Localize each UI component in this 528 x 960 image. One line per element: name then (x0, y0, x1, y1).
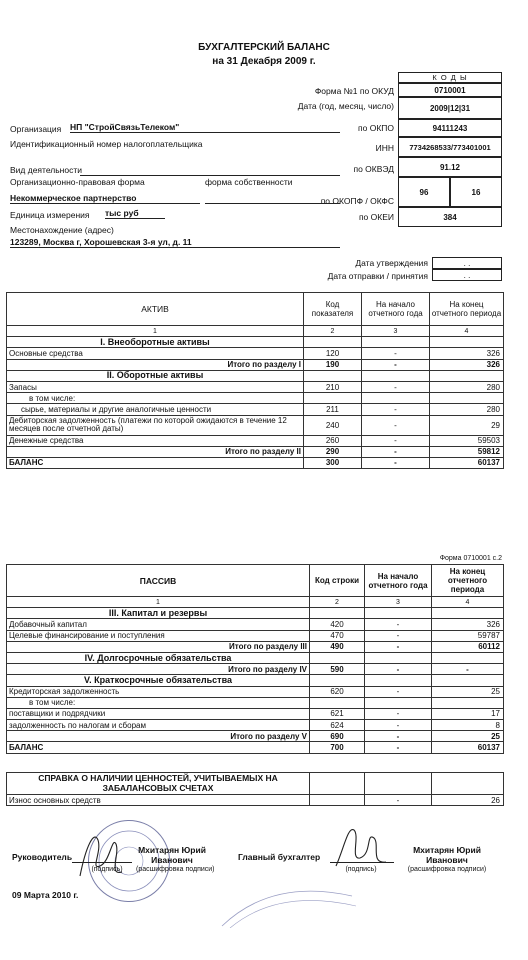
row-name: поставщики и подрядчики (7, 708, 310, 719)
row-end: 25 (432, 731, 504, 742)
chief-name: Мхитарян Юрий Иванович (413, 845, 481, 865)
address-label: Местонахождение (адрес) (10, 225, 114, 235)
section-title: I. Внеоборотные активы (7, 337, 304, 348)
row-start: - (365, 708, 432, 719)
row-start: - (365, 641, 432, 652)
page2-note: Форма 0710001 с.2 (439, 555, 502, 562)
okei-label: по ОКЕИ (358, 212, 394, 222)
liability-table (6, 564, 504, 754)
balance-row (7, 742, 504, 753)
row-name: Основные средства (7, 348, 304, 359)
asset-table (6, 292, 504, 469)
asset-header-row (7, 293, 504, 326)
row-start: - (362, 446, 430, 457)
row-code: 290 (304, 446, 362, 457)
asset-col-name: АКТИВ (7, 293, 304, 326)
table-row (7, 795, 504, 806)
row-name: Итого по разделу I (7, 359, 304, 370)
row-code: 470 (310, 630, 365, 641)
row-start: - (365, 619, 432, 630)
total-row (7, 731, 504, 742)
row-code: 620 (310, 686, 365, 697)
head-label: Руководитель (12, 852, 73, 862)
row-end: 60112 (432, 641, 504, 652)
row-name: Денежные средства (7, 435, 304, 446)
row-end: 17 (432, 708, 504, 719)
row-name: Итого по разделу II (7, 446, 304, 457)
row-start: - (362, 348, 430, 359)
liability-header-row (7, 565, 504, 597)
document-date: на 31 Декабря 2009 г. (212, 56, 316, 67)
okpo-value: 94111243 (398, 119, 502, 137)
row-code: 420 (310, 619, 365, 630)
offbalance-header-row (7, 773, 504, 795)
index-cell: 2 (304, 326, 362, 337)
row-start: - (362, 435, 430, 446)
row-end: 326 (430, 348, 504, 359)
table-row (7, 697, 504, 708)
table-row (7, 393, 504, 404)
row-end: 8 (432, 720, 504, 731)
sent-label: Дата отправки / принятия (327, 271, 428, 281)
section-title: II. Оборотные активы (7, 370, 304, 381)
table-row (7, 435, 504, 446)
okopf-value: 96 (398, 177, 450, 207)
total-row (7, 641, 504, 652)
activity-line (80, 165, 340, 176)
okved-label: по ОКВЭД (353, 164, 394, 174)
okei-value: 384 (398, 207, 502, 227)
legal-form-value: Некоммерческое партнерство (10, 193, 200, 204)
row-code: 621 (310, 708, 365, 719)
section-title: III. Капитал и резервы (7, 608, 310, 619)
row-start: - (365, 664, 432, 675)
row-start: - (362, 381, 430, 392)
asset-col-code: Код показателя (304, 293, 362, 326)
activity-label: Вид деятельности (10, 165, 82, 175)
date-value: 2009|12|31 (398, 97, 502, 119)
row-code: 624 (310, 720, 365, 731)
date-label: Дата (год, месяц, число) (297, 101, 394, 111)
asset-index-row (7, 326, 504, 337)
section-title: IV. Долгосрочные обязательства (7, 652, 310, 663)
row-start: - (365, 686, 432, 697)
row-name: БАЛАНС (7, 742, 310, 753)
chief-decode-hint: (расшифровка подписи) (407, 866, 487, 873)
row-end: 60137 (430, 457, 504, 468)
row-name: в том числе: (7, 697, 310, 708)
row-end: - (432, 664, 504, 675)
head-name: Мхитарян Юрий Иванович (138, 845, 206, 865)
total-row (7, 664, 504, 675)
row-start: - (365, 731, 432, 742)
head-sign-hint: (подпись) (91, 866, 123, 873)
section-header-row (7, 337, 504, 348)
row-code: 590 (310, 664, 365, 675)
org-name: НП "СтройСвязьТелеком" (70, 122, 340, 133)
row-name: в том числе: (7, 393, 304, 404)
row-end: 29 (430, 415, 504, 435)
approve-value: . . (432, 257, 502, 269)
row-end: 280 (430, 404, 504, 415)
unit-label: Единица измерения (10, 210, 90, 220)
row-code: 240 (304, 415, 362, 435)
row-end: 59812 (430, 446, 504, 457)
ownership-line (205, 193, 340, 204)
row-name: Дебиторская задолженность (платежи по которой ожидаются в течение 12 месяцев после отчетной даты) (7, 415, 304, 435)
head-decode-hint: (расшифровка подписи) (136, 866, 215, 873)
index-cell: 1 (7, 326, 304, 337)
index-cell: 3 (362, 326, 430, 337)
ownership-label: форма собственности (205, 177, 293, 187)
okopf-label: по ОКОПФ / ОКФС (320, 196, 394, 206)
section-header-row (7, 652, 504, 663)
table-row (7, 708, 504, 719)
row-name: Целевые финансирование и поступления (7, 630, 310, 641)
chief-label: Главный бухгалтер (238, 852, 321, 862)
codes-header: К О Д Ы (398, 72, 502, 83)
unit-value: тыс руб (105, 208, 165, 219)
asset-col-start: На начало отчетного года (362, 293, 430, 326)
index-cell: 2 (310, 597, 365, 608)
row-end: 25 (432, 686, 504, 697)
liab-index-row (7, 597, 504, 608)
liab-col-name: ПАССИВ (7, 565, 310, 597)
okud-label: Форма №1 по ОКУД (314, 86, 394, 96)
sign-date: 09 Марта 2010 г. (12, 890, 79, 900)
table-row (7, 404, 504, 415)
row-start: - (365, 720, 432, 731)
row-start: - (362, 404, 430, 415)
approve-label: Дата утверждения (355, 258, 428, 268)
row-name: Добавочный капитал (7, 619, 310, 630)
row-code: 120 (304, 348, 362, 359)
index-cell: 1 (7, 597, 310, 608)
row-end: 326 (432, 619, 504, 630)
row-start: - (362, 359, 430, 370)
row-end: 59503 (430, 435, 504, 446)
table-row (7, 720, 504, 731)
row-code: 260 (304, 435, 362, 446)
table-row (7, 415, 504, 435)
row-start: - (365, 795, 432, 806)
row-name: Итого по разделу III (7, 641, 310, 652)
row-name: Итого по разделу V (7, 731, 310, 742)
row-code: 190 (304, 359, 362, 370)
liab-col-start: На начало отчетного года (365, 565, 432, 597)
row-name: Износ основных средств (7, 795, 310, 806)
row-start: - (365, 630, 432, 641)
row-name: задолженность по налогам и сборам (7, 720, 310, 731)
row-start: - (362, 457, 430, 468)
balance-row (7, 457, 504, 468)
okved-value: 91.12 (398, 157, 502, 177)
liab-col-code: Код строки (310, 565, 365, 597)
row-code: 490 (310, 641, 365, 652)
row-name: Итого по разделу IV (7, 664, 310, 675)
offbalance-table (6, 772, 504, 806)
section-title: V. Краткосрочные обязательства (7, 675, 310, 686)
row-name: Запасы (7, 381, 304, 392)
table-row (7, 381, 504, 392)
index-cell: 4 (432, 597, 504, 608)
row-code: 210 (304, 381, 362, 392)
table-row (7, 619, 504, 630)
index-cell: 4 (430, 326, 504, 337)
address-value: 123289, Москва г, Хорошевская 3-я ул, д. 11 (10, 237, 340, 248)
inn-code-label: ИНН (375, 143, 394, 153)
okud-value: 0710001 (398, 83, 502, 97)
okpo-label: по ОКПО (358, 123, 394, 133)
asset-col-end: На конец отчетного периода (430, 293, 504, 326)
total-row (7, 446, 504, 457)
inn-label: Идентификационный номер налогоплательщика (10, 139, 203, 149)
row-start: - (365, 742, 432, 753)
row-end: 59787 (432, 630, 504, 641)
row-name: БАЛАНС (7, 457, 304, 468)
head-signature-icon (72, 826, 132, 888)
row-name: Кредиторская задолженность (7, 686, 310, 697)
liab-col-end: На конец отчетного периода (432, 565, 504, 597)
table-row (7, 630, 504, 641)
row-start: - (362, 415, 430, 435)
section-header-row (7, 675, 504, 686)
row-end: 26 (432, 795, 504, 806)
section-header-row (7, 370, 504, 381)
row-end: 326 (430, 359, 504, 370)
org-label: Организация (10, 124, 62, 134)
row-code: 300 (304, 457, 362, 468)
index-cell: 3 (365, 597, 432, 608)
row-code: 690 (310, 731, 365, 742)
sent-value: . . (432, 269, 502, 281)
row-end: 60137 (432, 742, 504, 753)
table-row (7, 686, 504, 697)
legal-form-label: Организационно-правовая форма (10, 177, 145, 187)
okfs-value: 16 (450, 177, 502, 207)
row-name: сырье, материалы и другие аналогичные ценности (7, 404, 304, 415)
section-header-row (7, 608, 504, 619)
chief-sign-hint: (подпись) (345, 866, 377, 873)
row-end: 280 (430, 381, 504, 392)
offbalance-title: СПРАВКА О НАЛИЧИИ ЦЕННОСТЕЙ, УЧИТЫВАЕМЫХ НА ЗАБАЛАНСОВЫХ СЧЕТАХ (7, 773, 310, 795)
row-code: 700 (310, 742, 365, 753)
inn-value: 7734268533/773401001 (398, 137, 502, 157)
total-row (7, 359, 504, 370)
document-title: БУХГАЛТЕРСКИЙ БАЛАНС (198, 42, 330, 53)
row-code: 211 (304, 404, 362, 415)
table-row (7, 348, 504, 359)
